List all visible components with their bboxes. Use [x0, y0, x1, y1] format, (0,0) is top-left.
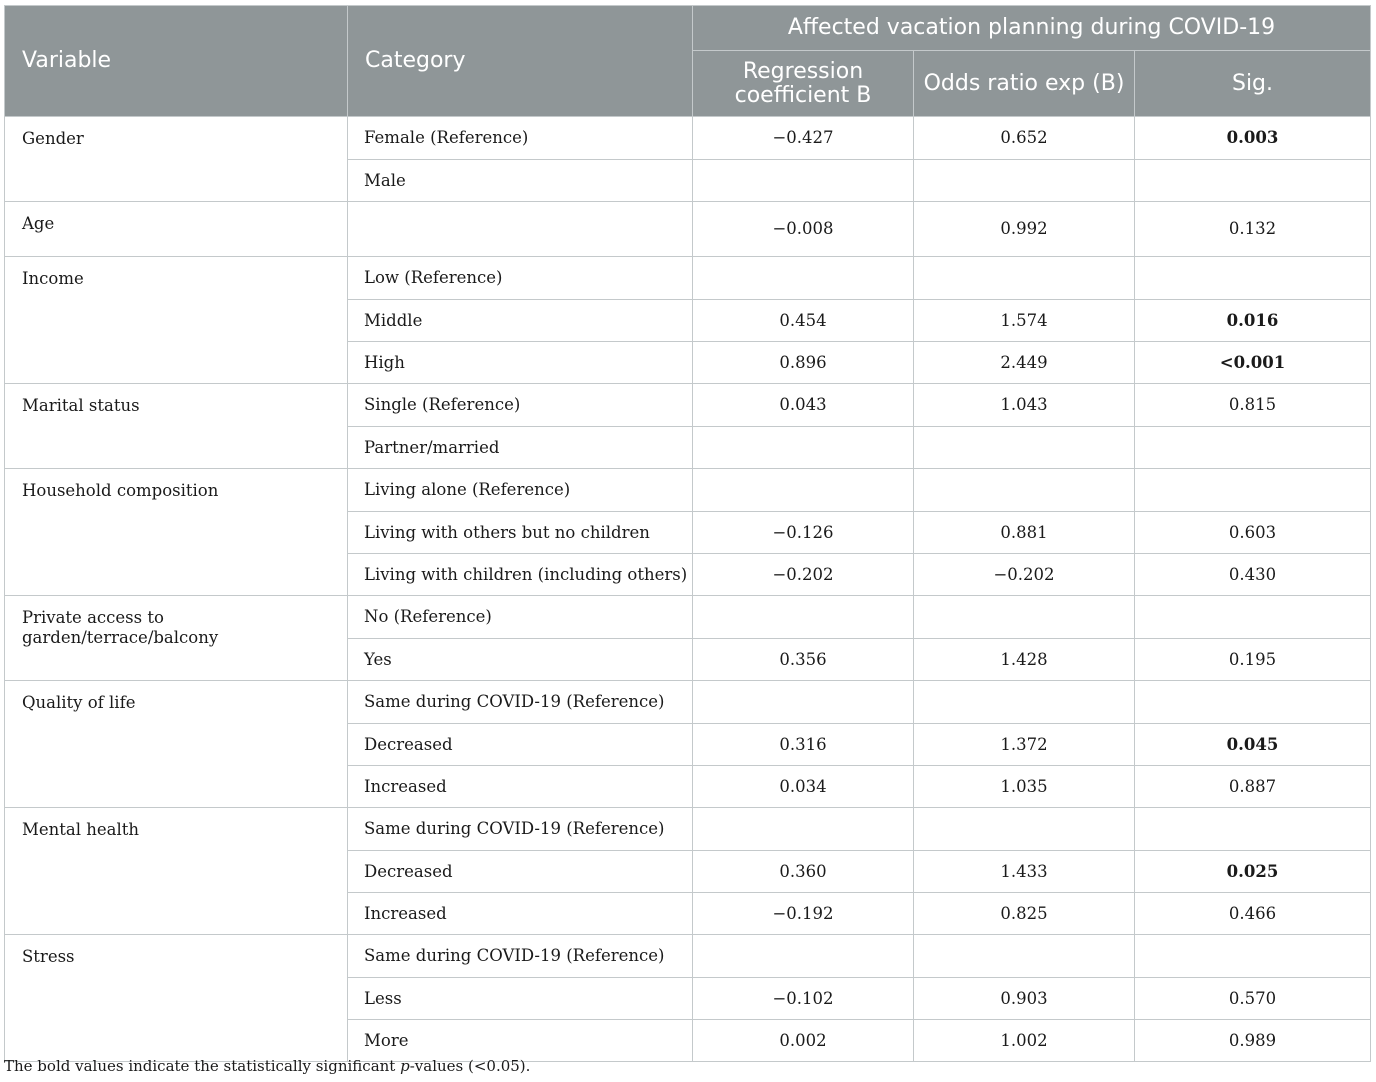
- table-footnote: [4, 1057, 530, 1075]
- cell-sig: [1135, 257, 1371, 300]
- table-row: [5, 384, 1371, 427]
- cell-sig: 0.016: [1135, 300, 1371, 342]
- cell-coefficient-b: −0.008: [693, 202, 914, 257]
- cell-category: Same during COVID-19 (Reference): [348, 935, 693, 978]
- cell-coefficient-b: −0.192: [693, 893, 914, 935]
- cell-category: Female (Reference): [348, 117, 693, 160]
- cell-variable: Age: [5, 202, 348, 257]
- cell-variable: Mental health: [5, 808, 348, 935]
- footnote-p-italic: p: [400, 1057, 410, 1075]
- cell-odds-ratio: [914, 596, 1135, 639]
- cell-category: Living with others but no children: [348, 512, 693, 554]
- cell-sig: 0.003: [1135, 117, 1371, 160]
- cell-category: Decreased: [348, 724, 693, 766]
- table-row: [5, 681, 1371, 724]
- header-category: Category: [348, 6, 693, 117]
- cell-coefficient-b: [693, 681, 914, 724]
- cell-odds-ratio: 0.903: [914, 978, 1135, 1020]
- cell-category: [348, 202, 693, 257]
- cell-category: More: [348, 1020, 693, 1062]
- cell-coefficient-b: −0.202: [693, 554, 914, 596]
- header-odds-ratio: Odds ratio exp (B): [914, 51, 1135, 117]
- cell-sig: 0.430: [1135, 554, 1371, 596]
- cell-coefficient-b: [693, 160, 914, 202]
- cell-sig: 0.025: [1135, 851, 1371, 893]
- cell-sig: 0.570: [1135, 978, 1371, 1020]
- cell-variable: Quality of life: [5, 681, 348, 808]
- cell-category: Less: [348, 978, 693, 1020]
- cell-coefficient-b: 0.896: [693, 342, 914, 384]
- cell-category: Increased: [348, 893, 693, 935]
- cell-odds-ratio: 1.372: [914, 724, 1135, 766]
- cell-coefficient-b: [693, 808, 914, 851]
- regression-table: [4, 5, 1371, 1062]
- cell-coefficient-b: [693, 427, 914, 469]
- cell-odds-ratio: [914, 160, 1135, 202]
- table-row: [5, 202, 1371, 257]
- cell-odds-ratio: [914, 469, 1135, 512]
- header-sig: Sig.: [1135, 51, 1371, 117]
- cell-coefficient-b: [693, 596, 914, 639]
- cell-variable: Income: [5, 257, 348, 384]
- cell-sig: 0.887: [1135, 766, 1371, 808]
- cell-category: Low (Reference): [348, 257, 693, 300]
- cell-coefficient-b: 0.034: [693, 766, 914, 808]
- cell-variable: Household composition: [5, 469, 348, 596]
- cell-variable: Marital status: [5, 384, 348, 469]
- table-row: [5, 596, 1371, 639]
- table-row: [5, 257, 1371, 300]
- cell-sig: [1135, 681, 1371, 724]
- cell-sig: 0.195: [1135, 639, 1371, 681]
- cell-variable: Gender: [5, 117, 348, 202]
- footnote-text-after: -values (<0.05).: [409, 1057, 531, 1075]
- cell-coefficient-b: [693, 935, 914, 978]
- cell-odds-ratio: [914, 681, 1135, 724]
- cell-odds-ratio: 2.449: [914, 342, 1135, 384]
- cell-sig: [1135, 596, 1371, 639]
- cell-category: Middle: [348, 300, 693, 342]
- cell-coefficient-b: 0.454: [693, 300, 914, 342]
- cell-coefficient-b: [693, 469, 914, 512]
- table-row: [5, 117, 1371, 160]
- cell-variable: Private access to garden/terrace/balcony: [5, 596, 348, 681]
- cell-odds-ratio: 1.428: [914, 639, 1135, 681]
- cell-category: Partner/married: [348, 427, 693, 469]
- cell-coefficient-b: −0.126: [693, 512, 914, 554]
- cell-sig: 0.989: [1135, 1020, 1371, 1062]
- cell-category: No (Reference): [348, 596, 693, 639]
- table-body: [5, 117, 1371, 1062]
- cell-coefficient-b: [693, 257, 914, 300]
- table-row: [5, 935, 1371, 978]
- cell-odds-ratio: 1.574: [914, 300, 1135, 342]
- cell-sig: 0.045: [1135, 724, 1371, 766]
- header-variable: Variable: [5, 6, 348, 117]
- cell-coefficient-b: −0.427: [693, 117, 914, 160]
- cell-odds-ratio: 0.652: [914, 117, 1135, 160]
- cell-sig: 0.466: [1135, 893, 1371, 935]
- footnote-text-before: The bold values indicate the statistically significant: [4, 1057, 401, 1075]
- cell-sig: <0.001: [1135, 342, 1371, 384]
- cell-coefficient-b: 0.316: [693, 724, 914, 766]
- cell-odds-ratio: 0.881: [914, 512, 1135, 554]
- cell-category: Yes: [348, 639, 693, 681]
- cell-odds-ratio: [914, 935, 1135, 978]
- cell-odds-ratio: 0.825: [914, 893, 1135, 935]
- cell-category: Increased: [348, 766, 693, 808]
- cell-odds-ratio: [914, 808, 1135, 851]
- cell-category: Male: [348, 160, 693, 202]
- cell-sig: [1135, 808, 1371, 851]
- cell-category: High: [348, 342, 693, 384]
- cell-odds-ratio: 1.002: [914, 1020, 1135, 1062]
- cell-odds-ratio: 1.043: [914, 384, 1135, 427]
- cell-category: Decreased: [348, 851, 693, 893]
- table-row: [5, 469, 1371, 512]
- cell-coefficient-b: 0.043: [693, 384, 914, 427]
- cell-coefficient-b: 0.356: [693, 639, 914, 681]
- header-group-affected-vacation: Affected vacation planning during COVID-19: [693, 6, 1371, 51]
- table-row: [5, 808, 1371, 851]
- header-regression-coefficient: Regression coefficient B: [693, 51, 914, 117]
- cell-coefficient-b: 0.002: [693, 1020, 914, 1062]
- cell-odds-ratio: [914, 257, 1135, 300]
- cell-sig: 0.815: [1135, 384, 1371, 427]
- cell-sig: 0.132: [1135, 202, 1371, 257]
- cell-odds-ratio: [914, 427, 1135, 469]
- cell-category: Same during COVID-19 (Reference): [348, 808, 693, 851]
- cell-odds-ratio: 1.433: [914, 851, 1135, 893]
- cell-variable: Stress: [5, 935, 348, 1062]
- cell-odds-ratio: −0.202: [914, 554, 1135, 596]
- cell-sig: [1135, 935, 1371, 978]
- regression-table-container: [4, 5, 1370, 1062]
- cell-category: Living with children (including others): [348, 554, 693, 596]
- cell-sig: [1135, 160, 1371, 202]
- cell-sig: [1135, 427, 1371, 469]
- cell-coefficient-b: −0.102: [693, 978, 914, 1020]
- cell-odds-ratio: 0.992: [914, 202, 1135, 257]
- cell-sig: 0.603: [1135, 512, 1371, 554]
- cell-category: Single (Reference): [348, 384, 693, 427]
- table-header: [5, 6, 1371, 117]
- cell-sig: [1135, 469, 1371, 512]
- cell-odds-ratio: 1.035: [914, 766, 1135, 808]
- cell-coefficient-b: 0.360: [693, 851, 914, 893]
- cell-category: Living alone (Reference): [348, 469, 693, 512]
- cell-category: Same during COVID-19 (Reference): [348, 681, 693, 724]
